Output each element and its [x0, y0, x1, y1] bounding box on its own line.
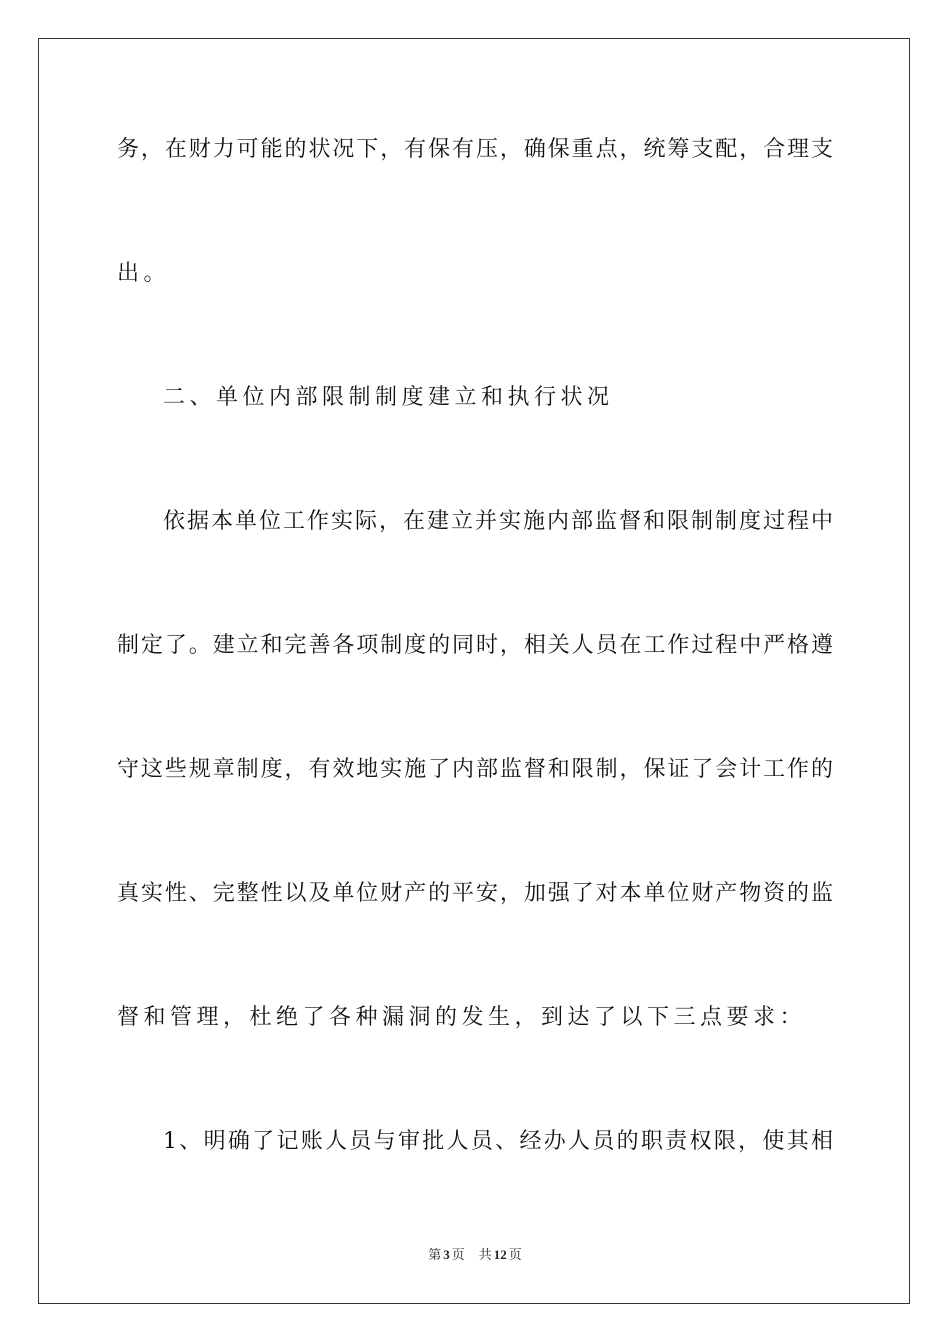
paragraph-line-7: 真实性、完整性以及单位财产的平安，加强了对本单位财产物资的监 — [117, 881, 833, 906]
paragraph-line-4: 依据本单位工作实际，在建立并实施内部监督和限制制度过程中 — [163, 509, 833, 534]
paragraph-line-1: 务，在财力可能的状况下，有保有压，确保重点，统筹支配，合理支 — [117, 137, 833, 162]
total-pages: 12 — [493, 1247, 507, 1262]
list-item-1: 1、明确了记账人员与审批人员、经办人员的职责权限，使其相 — [163, 1129, 833, 1154]
page-prefix: 第 — [428, 1248, 442, 1263]
page-number: 3 — [443, 1247, 450, 1262]
page-suffix: 页 — [451, 1248, 465, 1263]
paragraph-line-8: 督和管理，杜绝了各种漏洞的发生，到达了以下三点要求： — [117, 1005, 807, 1030]
page-footer — [0, 1246, 950, 1265]
total-prefix: 共 — [478, 1248, 492, 1263]
paragraph-line-5: 制定了。建立和完善各项制度的同时，相关人员在工作过程中严格遵 — [117, 633, 833, 658]
page-border — [38, 38, 910, 1304]
section-heading: 二、单位内部限制制度建立和执行状况 — [163, 385, 614, 410]
total-suffix: 页 — [508, 1248, 522, 1263]
paragraph-line-2: 出。 — [117, 261, 171, 286]
paragraph-line-6: 守这些规章制度，有效地实施了内部监督和限制，保证了会计工作的 — [117, 757, 833, 782]
